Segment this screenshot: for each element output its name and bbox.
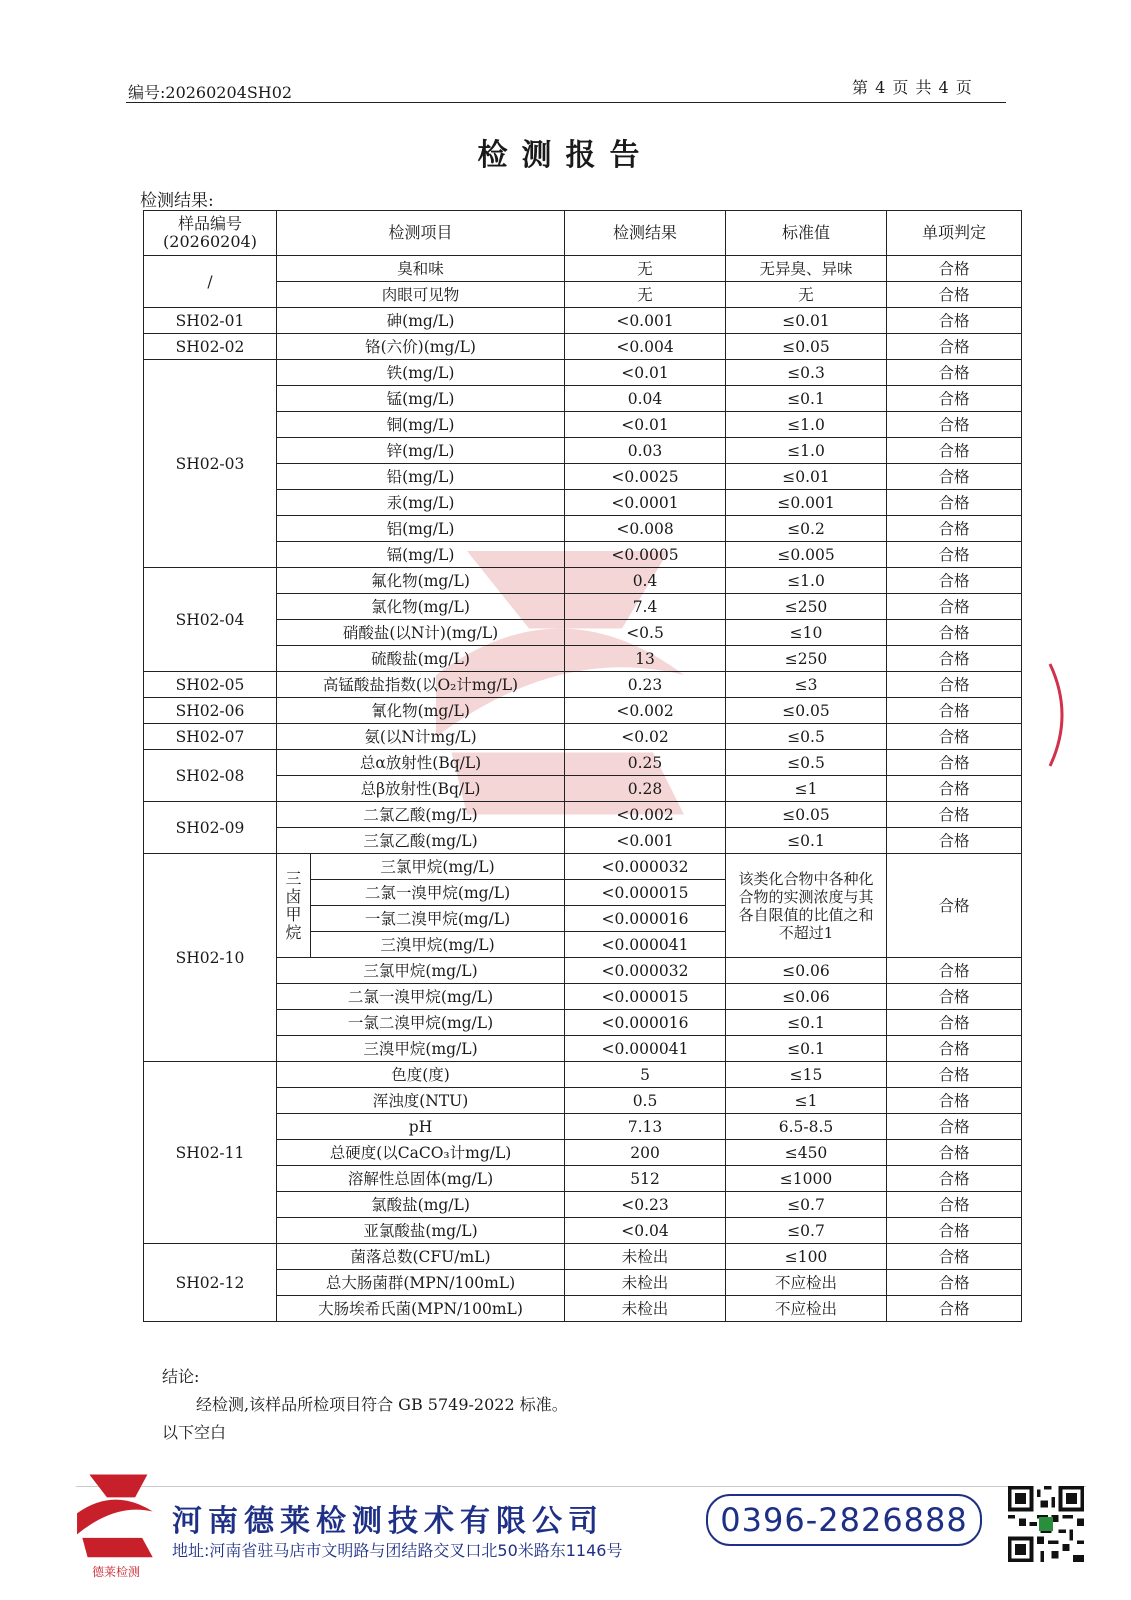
judgement-cell: 合格 <box>887 1036 1022 1062</box>
standard-cell: ≤250 <box>726 646 887 672</box>
sample-id-cell: SH02-05 <box>144 672 277 698</box>
result-cell: 0.4 <box>565 568 726 594</box>
judgement-cell: 合格 <box>887 958 1022 984</box>
judgement-cell: 合格 <box>887 256 1022 282</box>
test-item-cell: 大肠埃希氏菌(MPN/100mL) <box>277 1296 565 1322</box>
judgement-cell: 合格 <box>887 854 1022 958</box>
group-label-char: 三 <box>285 868 302 888</box>
results-table <box>143 210 1022 1322</box>
judgement-cell: 合格 <box>887 334 1022 360</box>
judgement-cell: 合格 <box>887 1296 1022 1322</box>
sample-id-cell: SH02-08 <box>144 750 277 802</box>
judgement-cell: 合格 <box>887 1114 1022 1140</box>
result-cell: 0.04 <box>565 386 726 412</box>
test-item-cell: 铝(mg/L) <box>277 516 565 542</box>
sample-id-cell: / <box>144 256 277 308</box>
result-cell: 无 <box>565 256 726 282</box>
judgement-cell: 合格 <box>887 1166 1022 1192</box>
test-item-cell: 三氯甲烷(mg/L) <box>277 958 565 984</box>
seal-stamp-edge-icon <box>1046 660 1076 770</box>
table-row <box>144 334 1022 360</box>
judgement-cell: 合格 <box>887 802 1022 828</box>
conclusion-block <box>162 1363 568 1447</box>
result-cell: <0.002 <box>565 802 726 828</box>
test-item-cell: 总硬度(以CaCO₃计mg/L) <box>277 1140 565 1166</box>
test-item-cell: 铜(mg/L) <box>277 412 565 438</box>
judgement-cell: 合格 <box>887 1010 1022 1036</box>
test-item-cell: 硫酸盐(mg/L) <box>277 646 565 672</box>
standard-cell: ≤0.01 <box>726 308 887 334</box>
standard-cell: ≤0.005 <box>726 542 887 568</box>
judgement-cell: 合格 <box>887 360 1022 386</box>
table-row <box>144 308 1022 334</box>
judgement-cell: 合格 <box>887 386 1022 412</box>
judgement-cell: 合格 <box>887 1062 1022 1088</box>
header-sample-no <box>144 211 277 256</box>
standard-cell: ≤0.05 <box>726 802 887 828</box>
result-cell: <0.02 <box>565 724 726 750</box>
test-item-cell: 三溴甲烷(mg/L) <box>311 932 565 958</box>
result-cell: <0.23 <box>565 1192 726 1218</box>
result-cell: 7.4 <box>565 594 726 620</box>
judgement-cell: 合格 <box>887 282 1022 308</box>
standard-cell: ≤15 <box>726 1062 887 1088</box>
test-item-cell: 氟化物(mg/L) <box>277 568 565 594</box>
standard-cell: ≤0.7 <box>726 1192 887 1218</box>
header-judgement: 单项判定 <box>887 211 1022 256</box>
result-cell: <0.000015 <box>565 984 726 1010</box>
standard-cell: ≤1000 <box>726 1166 887 1192</box>
test-item-cell: 一氯二溴甲烷(mg/L) <box>277 1010 565 1036</box>
standard-cell: ≤100 <box>726 1244 887 1270</box>
results-table-body <box>144 256 1022 1322</box>
judgement-cell: 合格 <box>887 1192 1022 1218</box>
standard-cell: ≤0.5 <box>726 724 887 750</box>
test-item-cell: 溶解性总固体(mg/L) <box>277 1166 565 1192</box>
judgement-cell: 合格 <box>887 464 1022 490</box>
footer-rule <box>76 1486 1086 1487</box>
header-rule <box>126 102 1006 103</box>
standard-cell: ≤0.2 <box>726 516 887 542</box>
test-item-cell: 镉(mg/L) <box>277 542 565 568</box>
judgement-cell: 合格 <box>887 724 1022 750</box>
judgement-cell: 合格 <box>887 568 1022 594</box>
test-item-cell: pH <box>277 1114 565 1140</box>
qr-code-icon <box>1008 1486 1084 1562</box>
standard-cell: ≤250 <box>726 594 887 620</box>
test-item-cell: 亚氯酸盐(mg/L) <box>277 1218 565 1244</box>
judgement-cell: 合格 <box>887 828 1022 854</box>
test-item-cell: 铁(mg/L) <box>277 360 565 386</box>
result-cell: 未检出 <box>565 1270 726 1296</box>
test-item-cell: 氯化物(mg/L) <box>277 594 565 620</box>
result-cell: 7.13 <box>565 1114 726 1140</box>
trihalomethane-group-label <box>277 854 311 958</box>
results-label: 检测结果: <box>140 191 214 211</box>
result-cell: <0.5 <box>565 620 726 646</box>
table-row <box>144 360 1022 386</box>
judgement-cell: 合格 <box>887 438 1022 464</box>
judgement-cell: 合格 <box>887 412 1022 438</box>
page-info: 第 4 页 共 4 页 <box>852 78 973 97</box>
result-cell: <0.01 <box>565 360 726 386</box>
report-number: 编号:20260204SH02 <box>128 83 293 102</box>
result-cell: 0.03 <box>565 438 726 464</box>
standard-cell: 无异臭、异味 <box>726 256 887 282</box>
result-cell: 无 <box>565 282 726 308</box>
test-item-cell: 肉眼可见物 <box>277 282 565 308</box>
result-cell: 未检出 <box>565 1244 726 1270</box>
company-name: 河南德莱检测技术有限公司 <box>172 1504 604 1539</box>
test-item-cell: 三氯乙酸(mg/L) <box>277 828 565 854</box>
sample-id-cell: SH02-11 <box>144 1062 277 1244</box>
table-row <box>144 568 1022 594</box>
judgement-cell: 合格 <box>887 516 1022 542</box>
standard-cell: ≤1.0 <box>726 438 887 464</box>
header-sample-no-sub: (20260204) <box>163 232 257 251</box>
test-item-cell: 汞(mg/L) <box>277 490 565 516</box>
header-sample-no-label: 样品编号 <box>177 214 242 233</box>
judgement-cell: 合格 <box>887 776 1022 802</box>
judgement-cell: 合格 <box>887 672 1022 698</box>
standard-cell: ≤0.5 <box>726 750 887 776</box>
result-cell: <0.0001 <box>565 490 726 516</box>
result-cell: <0.04 <box>565 1218 726 1244</box>
result-cell: 200 <box>565 1140 726 1166</box>
result-cell: <0.002 <box>565 698 726 724</box>
judgement-cell: 合格 <box>887 984 1022 1010</box>
result-cell: 13 <box>565 646 726 672</box>
test-item-cell: 菌落总数(CFU/mL) <box>277 1244 565 1270</box>
company-phone: 0396-2826888 <box>706 1494 982 1546</box>
judgement-cell: 合格 <box>887 698 1022 724</box>
report-title: 检测报告 <box>477 138 654 173</box>
judgement-cell: 合格 <box>887 1244 1022 1270</box>
standard-cell: 不应检出 <box>726 1270 887 1296</box>
sample-id-cell: SH02-02 <box>144 334 277 360</box>
test-item-cell: 二氯乙酸(mg/L) <box>277 802 565 828</box>
table-row <box>144 750 1022 776</box>
standard-cell: ≤1.0 <box>726 412 887 438</box>
standard-cell: ≤0.001 <box>726 490 887 516</box>
test-item-cell: 锌(mg/L) <box>277 438 565 464</box>
standard-cell: ≤0.06 <box>726 984 887 1010</box>
test-item-cell: 总β放射性(Bq/L) <box>277 776 565 802</box>
standard-cell: ≤0.01 <box>726 464 887 490</box>
result-cell: 5 <box>565 1062 726 1088</box>
test-item-cell: 色度(度) <box>277 1062 565 1088</box>
sample-id-cell: SH02-10 <box>144 854 277 1062</box>
test-item-cell: 二氯一溴甲烷(mg/L) <box>311 880 565 906</box>
group-label-char: 烷 <box>285 922 302 942</box>
sample-id-cell: SH02-01 <box>144 308 277 334</box>
result-cell: 0.23 <box>565 672 726 698</box>
standard-cell: ≤0.1 <box>726 1036 887 1062</box>
test-item-cell: 三溴甲烷(mg/L) <box>277 1036 565 1062</box>
test-item-cell: 二氯一溴甲烷(mg/L) <box>277 984 565 1010</box>
judgement-cell: 合格 <box>887 1270 1022 1296</box>
header-result: 检测结果 <box>565 211 726 256</box>
standard-cell: ≤1 <box>726 776 887 802</box>
standard-cell: ≤0.06 <box>726 958 887 984</box>
test-item-cell: 氰化物(mg/L) <box>277 698 565 724</box>
test-item-cell: 硝酸盐(以N计)(mg/L) <box>277 620 565 646</box>
sample-id-cell: SH02-06 <box>144 698 277 724</box>
result-cell: 0.28 <box>565 776 726 802</box>
conclusion-text: 经检测,该样品所检项目符合 GB 5749-2022 标准。 <box>196 1395 568 1414</box>
standard-cell: ≤0.1 <box>726 828 887 854</box>
table-row <box>144 854 1022 880</box>
standard-cell: 不应检出 <box>726 1296 887 1322</box>
test-item-cell: 氯酸盐(mg/L) <box>277 1192 565 1218</box>
test-item-cell: 臭和味 <box>277 256 565 282</box>
result-cell: <0.004 <box>565 334 726 360</box>
header-item: 检测项目 <box>277 211 565 256</box>
table-row <box>144 724 1022 750</box>
test-item-cell: 一氯二溴甲烷(mg/L) <box>311 906 565 932</box>
table-row <box>144 1244 1022 1270</box>
standard-cell: ≤0.1 <box>726 1010 887 1036</box>
result-cell: <0.000032 <box>565 958 726 984</box>
standard-note-cell: 该类化合物中各种化合物的实测浓度与其各自限值的比值之和不超过1 <box>726 854 887 958</box>
judgement-cell: 合格 <box>887 620 1022 646</box>
table-header-row <box>144 211 1022 256</box>
test-item-cell: 锰(mg/L) <box>277 386 565 412</box>
sample-id-cell: SH02-07 <box>144 724 277 750</box>
result-cell: <0.000015 <box>565 880 726 906</box>
standard-cell: ≤0.1 <box>726 386 887 412</box>
result-cell: <0.000016 <box>565 1010 726 1036</box>
result-cell: <0.000041 <box>565 1036 726 1062</box>
judgement-cell: 合格 <box>887 1088 1022 1114</box>
standard-cell: ≤0.05 <box>726 334 887 360</box>
judgement-cell: 合格 <box>887 1218 1022 1244</box>
table-row <box>144 698 1022 724</box>
result-cell: <0.000016 <box>565 906 726 932</box>
standard-cell: ≤1.0 <box>726 568 887 594</box>
blank-below-note: 以下空白 <box>162 1423 227 1442</box>
standard-cell: 无 <box>726 282 887 308</box>
standard-cell: ≤450 <box>726 1140 887 1166</box>
result-cell: 未检出 <box>565 1296 726 1322</box>
judgement-cell: 合格 <box>887 542 1022 568</box>
judgement-cell: 合格 <box>887 750 1022 776</box>
test-item-cell: 浑浊度(NTU) <box>277 1088 565 1114</box>
judgement-cell: 合格 <box>887 1140 1022 1166</box>
standard-cell: ≤0.7 <box>726 1218 887 1244</box>
result-cell: <0.01 <box>565 412 726 438</box>
sample-id-cell: SH02-03 <box>144 360 277 568</box>
judgement-cell: 合格 <box>887 490 1022 516</box>
result-cell: 0.5 <box>565 1088 726 1114</box>
test-item-cell: 高锰酸盐指数(以O₂计mg/L) <box>277 672 565 698</box>
test-item-cell: 铬(六价)(mg/L) <box>277 334 565 360</box>
header-standard: 标准值 <box>726 211 887 256</box>
result-cell: <0.001 <box>565 308 726 334</box>
logo-caption: 德莱检测 <box>91 1565 140 1579</box>
group-label-char: 甲 <box>285 904 302 924</box>
company-logo-icon <box>70 1470 158 1560</box>
standard-cell: ≤10 <box>726 620 887 646</box>
result-cell: 0.25 <box>565 750 726 776</box>
standard-cell: ≤0.05 <box>726 698 887 724</box>
standard-cell: 6.5-8.5 <box>726 1114 887 1140</box>
table-row <box>144 1062 1022 1088</box>
result-cell: <0.0005 <box>565 542 726 568</box>
standard-cell: ≤1 <box>726 1088 887 1114</box>
sample-id-cell: SH02-09 <box>144 802 277 854</box>
test-item-cell: 氨(以N计mg/L) <box>277 724 565 750</box>
table-row <box>144 802 1022 828</box>
company-address: 地址:河南省驻马店市文明路与团结路交叉口北50米路东1146号 <box>172 1541 623 1560</box>
judgement-cell: 合格 <box>887 594 1022 620</box>
sample-id-cell: SH02-12 <box>144 1244 277 1322</box>
standard-cell: ≤3 <box>726 672 887 698</box>
judgement-cell: 合格 <box>887 308 1022 334</box>
group-label-char: 卤 <box>285 886 302 906</box>
conclusion-label: 结论: <box>162 1367 200 1386</box>
sample-id-cell: SH02-04 <box>144 568 277 672</box>
result-cell: 512 <box>565 1166 726 1192</box>
result-cell: <0.001 <box>565 828 726 854</box>
result-cell: <0.000032 <box>565 854 726 880</box>
table-row <box>144 256 1022 282</box>
result-cell: <0.008 <box>565 516 726 542</box>
judgement-cell: 合格 <box>887 646 1022 672</box>
test-item-cell: 总α放射性(Bq/L) <box>277 750 565 776</box>
table-row <box>144 672 1022 698</box>
result-cell: <0.0025 <box>565 464 726 490</box>
test-item-cell: 铅(mg/L) <box>277 464 565 490</box>
test-item-cell: 砷(mg/L) <box>277 308 565 334</box>
result-cell: <0.000041 <box>565 932 726 958</box>
test-item-cell: 三氯甲烷(mg/L) <box>311 854 565 880</box>
standard-cell: ≤0.3 <box>726 360 887 386</box>
test-item-cell: 总大肠菌群(MPN/100mL) <box>277 1270 565 1296</box>
